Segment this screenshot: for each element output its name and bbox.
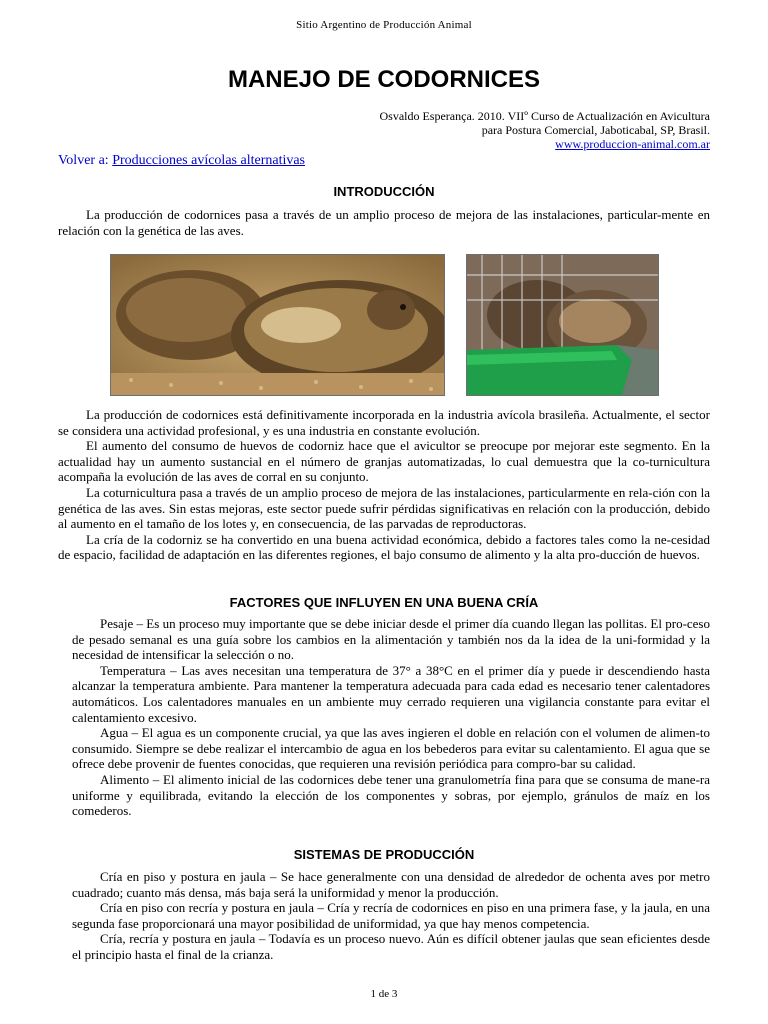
factor-item-alimento: Alimento – El alimento inicial de las codornices debe tener una granulometría fina para que se consuma de mane-ra uniforme y equilibrada, evitando la elección de los componentes y sobras, por ejemplo, gránulos de maíz en los comederos. [72,771,710,819]
body-paragraph-1: La producción de codornices está definitivamente incorporada en la industria avícola brasileña. Actualmente, el sector se considera una actividad profesional, y es una industria en constante evolución. [58,407,710,438]
section-heading-sistemas: SISTEMAS DE PRODUCCIÓN [293,847,475,862]
quail-ground-image [111,255,444,395]
body-paragraph-4: La cría de la codorniz se ha convertido en una buena actividad económica, debido a factores tales como la ne-cesidad de espacio, facilidad de adaptación en las diferentes regiones, el bajo consumo de alimento y la alta pro-ducción de huevos. [58,531,710,563]
page-number: 1 de 3 [370,988,398,1000]
sistemas-list [58,869,710,963]
quail-ground-photo [110,254,445,396]
sistema-item-2: Cría en piso con recría y postura en jaula – Cría y recría de codornices en piso en una primera fase, y la jaula, en una segunda fase proporcionará una mayor posibilidad de uniformidad, ya que hay menos competencia. [72,900,710,931]
factor-item-temperatura: Temperatura – Las aves necesitan una temperatura de 37° a 38°C en el primer día y puede ir descendiendo hasta alcanzar la temperatura ambiente. Para mantener la temperatura adecuada para cada edad es necesario tener calentadores automáticos. Los calentadores manuales en un ambiente muy cerrado requieren una vigilancia constante para evitar el calentamiento excesivo. [72,662,710,725]
body-paragraph-2: El aumento del consumo de huevos de codorniz hace que el avicultor se preocupe por mejorar este segmento. En la actualidad hay un aumento sustancial en el número de granjas automatizadas, lo cual demuestra que la co-turnicultura acompaña la evolución de las aves de corral en su conjunto. [58,438,710,485]
quail-cage-photo [466,254,659,396]
factor-item-pesaje: Pesaje – Es un proceso muy importante que se debe iniciar desde el primer día cuando llegan las pollitas. El pro-ceso de pesado semanal es una guía sobre los cambios en la alimentación y también nos da la idea de la uni-formidad y la necesidad de intensificar la selección o no. [72,616,710,663]
byline [379,109,710,151]
document-title: MANEJO DE CODORNICES [227,66,541,93]
factores-list [58,616,710,819]
back-prefix: Volver a: [58,153,113,168]
byline-line-2: para Postura Comercial, Jaboticabal, SP, Brasil. [481,123,710,137]
back-link[interactable]: Producciones avícolas alternativas [112,153,306,168]
sistema-item-1: Cría en piso y postura en jaula – Se hace generalmente con una densidad de alrededor de ochenta aves por metro cuadrado; cuanto más densa, más baja será la uniformidad y menor la producción. [72,869,710,900]
sistema-item-3: Cría, recría y postura en jaula – Todavía es un proceso nuevo. Aún es difícil obtener jaulas que sean eficientes desde el principio hasta el final de la crianza. [72,931,710,962]
body-paragraph-3: La coturnicultura pasa a través de un amplio proceso de mejora de las instalaciones, particularmente en rela-ción con la genética de las aves. Sin estas mejoras, este sector puede sufrir pérdidas significativas en relación con la producción, debido al aumento en el tamaño de los lotes y, en consecuencia, de las parvadas de reproductoras. [58,484,710,532]
website-link[interactable]: www.produccion-animal.com.ar [555,137,710,151]
factor-item-agua: Agua – El agua es un componente crucial, ya que las aves ingieren el doble en relación con el volumen de alimen-to consumido. Siempre se debe realizar el intercambio de agua en los bebederos para evitar su calentamiento. El agua que se ofrece debe provenir de fuentes conocidas, que requieren una revisión periódica para compro-bar su calidad. [72,725,710,772]
intro-text: La producción de codornices pasa a través de un amplio proceso de mejora de las instalaciones, particular-mente en relación con la genética de las aves. [58,207,710,238]
body-paragraphs [58,407,710,563]
running-header: Sitio Argentino de Producción Animal [296,19,472,31]
quail-cage-image [467,255,658,395]
intro-paragraph [58,207,710,238]
section-heading-introduccion: INTRODUCCIÓN [333,184,435,199]
section-heading-factores: FACTORES QUE INFLUYEN EN UNA BUENA CRÍA [229,595,539,610]
back-navigation [58,153,305,169]
byline-line-1: Osvaldo Esperança. 2010. VIIº Curso de Actualización en Avicultura [379,109,710,123]
